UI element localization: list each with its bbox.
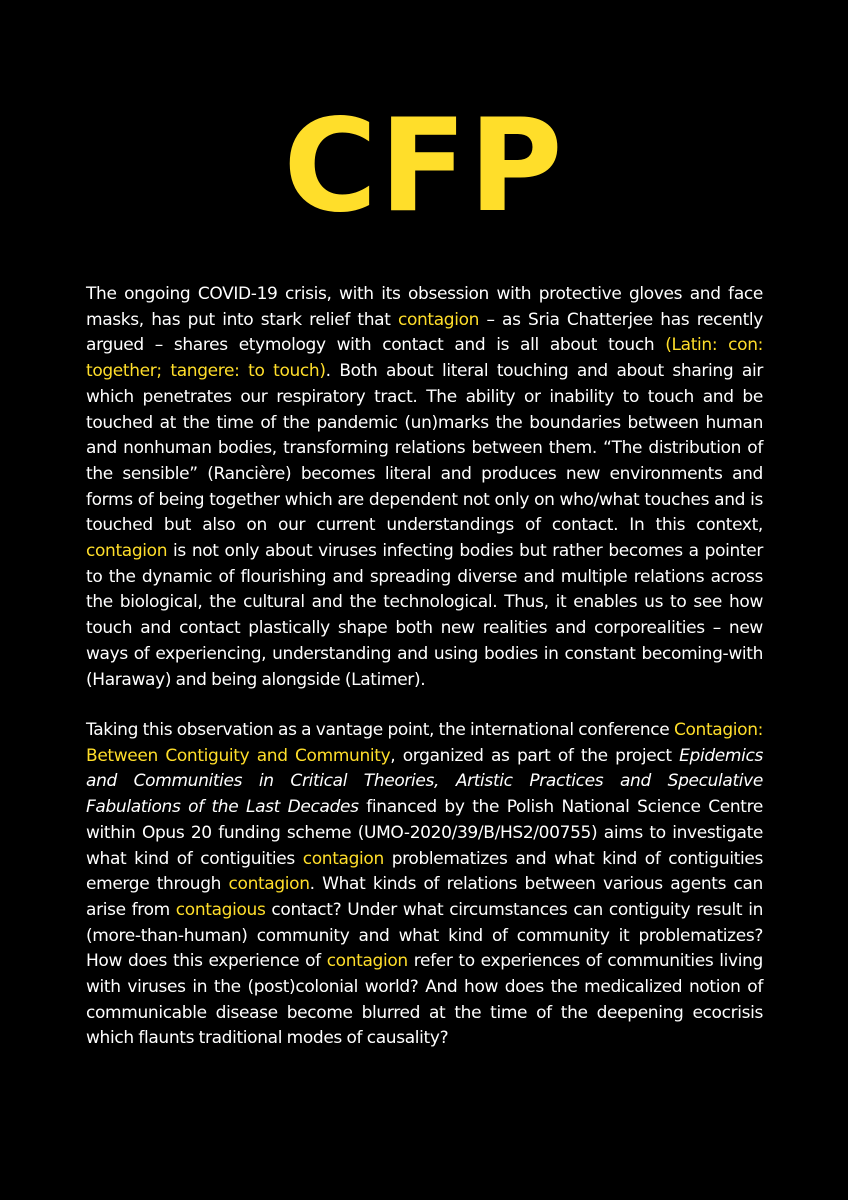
- highlight-term: contagion: [86, 541, 168, 562]
- project-title: Epidemics and Communities in Critical Theories, Artistic Practices and Speculative Fabulations of the Last Decades: [86, 745, 763, 818]
- highlight-term: contagious: [175, 899, 266, 920]
- text-segment: financed by the Polish National Science Centre within Opus 20 funding scheme (UMO-2020/39/B/HS2/00755) aims to investigate what kind of contiguities: [86, 797, 763, 869]
- paragraph-intro: [86, 282, 763, 693]
- text-segment: , organized as part of the project: [390, 745, 680, 766]
- conference-title: Contagion: Between Contiguity and Community: [86, 720, 763, 766]
- paragraph-conference: [86, 718, 763, 1052]
- highlight-term: contagion: [302, 848, 384, 869]
- text-segment: – as Sria Chatterjee has recently argued – shares etymology with contact and is all about touch: [86, 309, 763, 356]
- highlight-term: contagion: [228, 874, 310, 895]
- text-segment: . Both about literal touching and about sharing air which penetrates our respiratory tract. The ability or inability to touch and be touched at the time of the pandemic (un)marks the boundaries between human and nonhuman bodies, transforming relations between them. “The distribution of the sensible” (Rancière) becomes literal and produces new environments and forms of being together which are dependent not only on who/what touches and is touched but also on our current understandings of contact. In this context,: [86, 361, 763, 536]
- text-segment: is not only about viruses infecting bodies but rather becomes a pointer to the dynamic of flourishing and spreading diverse and multiple relations across the biological, the cultural and the technological. Thus, it enables us to see how touch and contact plastically shape both new realities and corporealities – new ways of experiencing, understanding and using bodies in constant becoming-with (Haraway) and being alongside (Latimer).: [86, 541, 763, 690]
- highlight-term: (Latin: con: together; tangere: to touch): [86, 335, 763, 382]
- text-segment: refer to experiences of communities living with viruses in the (post)colonial world? And how does the medicalized notion of communicable disease become blurred at the time of the deepening ecocrisis which flaunts traditional modes of causality?: [86, 951, 763, 1049]
- text-segment: Taking this observation as a vantage point, the international conference: [86, 720, 674, 740]
- text-segment: problematizes and what kind of contiguities emerge through: [86, 848, 764, 895]
- text-segment: . What kinds of relations between various agents can arise from: [86, 874, 763, 920]
- text-segment: The ongoing COVID-19 crisis, with its obsession with protective gloves and face masks, has put into stark relief that: [86, 284, 763, 330]
- page-title: CFP: [283, 92, 565, 241]
- highlight-term: contagion: [397, 309, 480, 330]
- highlight-term: contagion: [326, 951, 408, 972]
- text-segment: contact? Under what circumstances can contiguity result in (more-than-human) community and what kind of community it problematizes? How does this experience of: [86, 899, 763, 972]
